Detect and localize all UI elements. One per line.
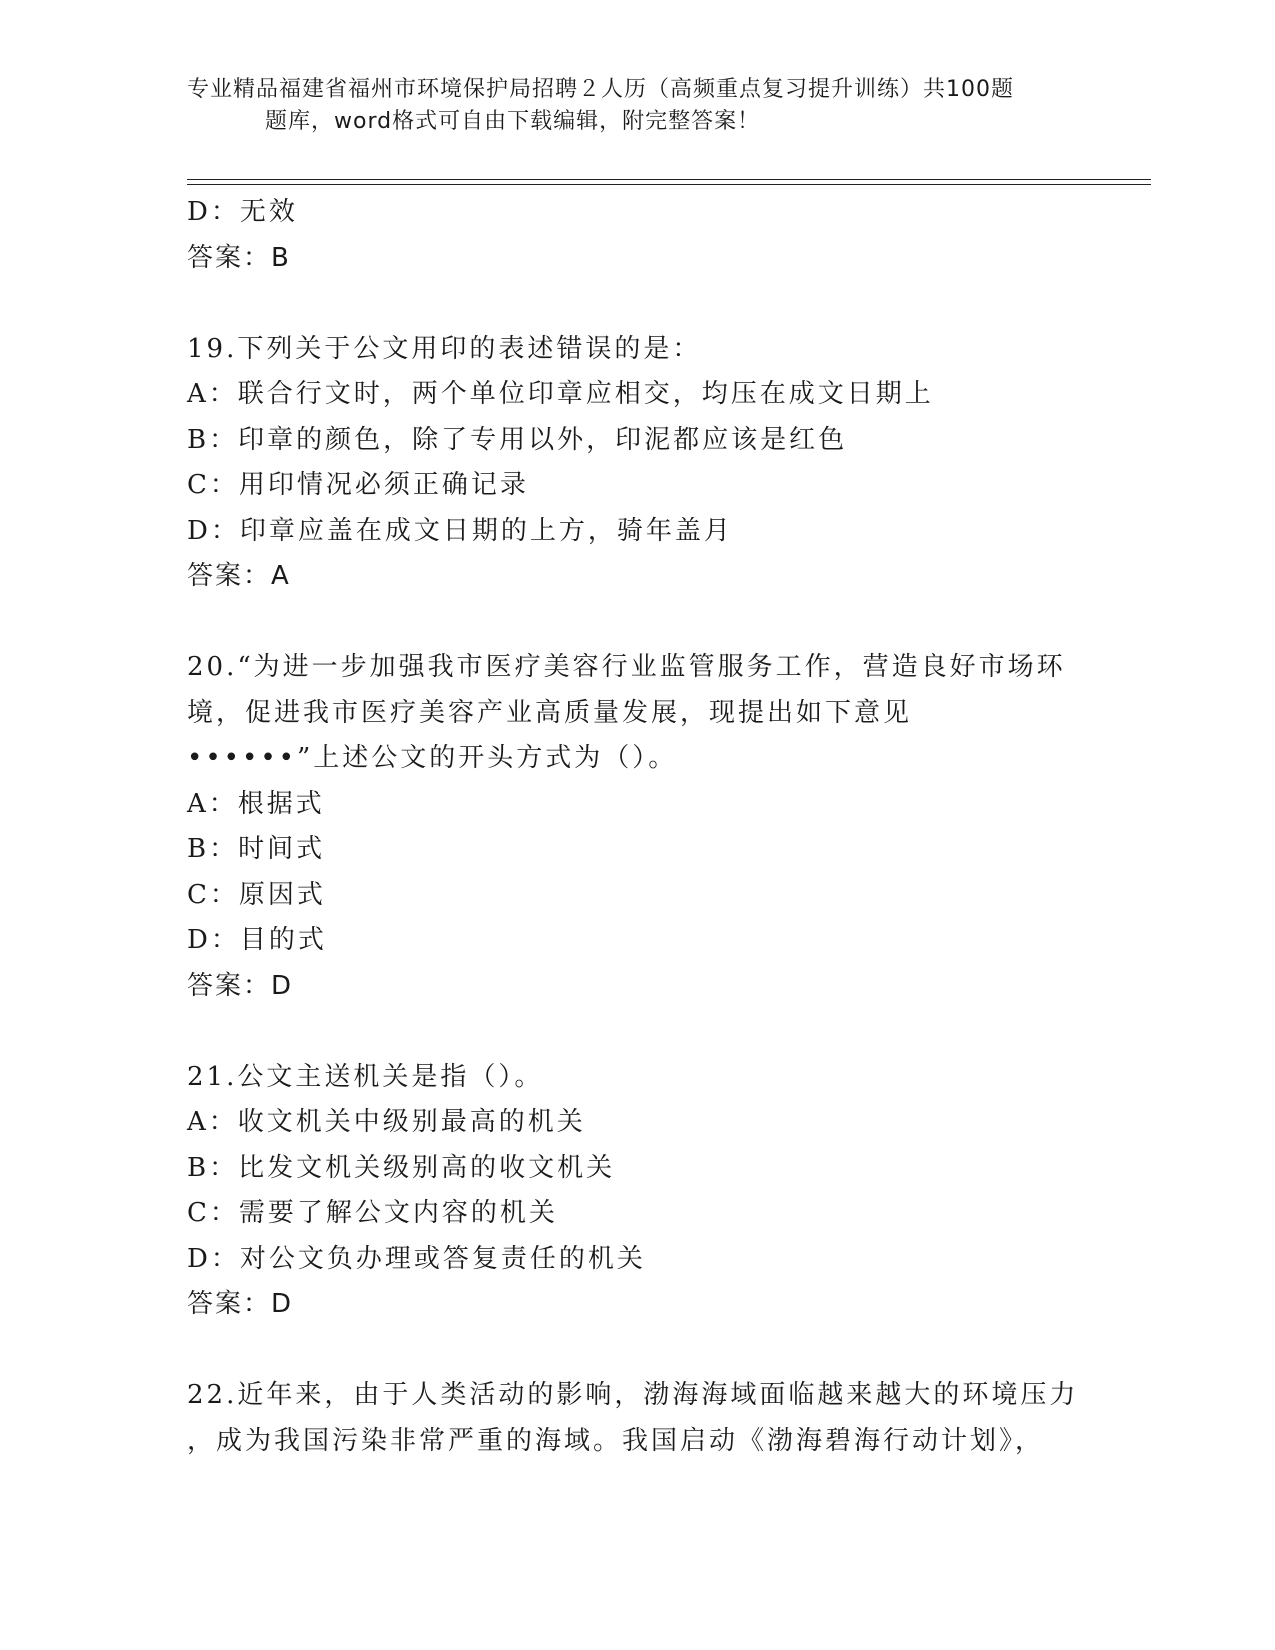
option-c: C：原因式	[187, 879, 326, 910]
question-19	[187, 327, 1107, 600]
answer: 答案：D	[187, 970, 294, 1001]
question-stem-line1: 20.“为进一步加强我市医疗美容行业监管服务工作，营造良好市场环	[187, 652, 1066, 682]
spacer	[187, 600, 1107, 646]
answer: 答案：B	[187, 242, 291, 273]
option-c: C：用印情况必须正确记录	[187, 470, 529, 500]
header-divider-top	[187, 179, 1151, 180]
option-a: A：收文机关中级别最高的机关	[187, 1107, 586, 1137]
question-20	[187, 645, 1107, 1009]
option-d: D：印章应盖在成文日期的上方，骑年盖月	[187, 515, 733, 546]
option-d: D：目的式	[187, 925, 327, 955]
header-title-line1: 专业精品福建省福州市环境保护局招聘２人历（高频重点复习提升训练）共100题	[187, 77, 1014, 102]
option-a: A：根据式	[187, 788, 325, 819]
option-b: B：印章的颜色，除了专用以外，印泥都应该是红色	[187, 424, 848, 455]
answer: 答案：A	[187, 561, 291, 591]
question-stem-line3: ••••••”上述公文的开头方式为（）。	[187, 743, 678, 773]
document-body	[187, 190, 1107, 1464]
spacer	[187, 281, 1107, 327]
answer: 答案：D	[187, 1289, 294, 1319]
header-divider-bottom	[187, 184, 1151, 185]
question-stem: 19.下列关于公文用印的表述错误的是：	[187, 333, 702, 364]
option-d: D：对公文负办理或答复责任的机关	[187, 1243, 646, 1274]
question-stem-line2: 境，促进我市医疗美容产业高质量发展，现提出如下意见	[187, 697, 913, 728]
option-b: B：时间式	[187, 834, 326, 864]
question-stem: 21.公文主送机关是指（）。	[187, 1061, 544, 1092]
header-title-line2: 题库，word格式可自由下载编辑，附完整答案！	[265, 109, 761, 134]
question-21	[187, 1055, 1107, 1328]
question-22	[187, 1373, 1107, 1464]
question-stem-line2: ，成为我国污染非常严重的海域。我国启动《渤海碧海行动计划》，	[187, 1425, 1045, 1456]
document-header	[187, 74, 1087, 138]
option-d: D：无效	[187, 197, 298, 227]
spacer	[187, 1009, 1107, 1055]
option-a: A：联合行文时，两个单位印章应相交，均压在成文日期上	[187, 379, 934, 409]
question-stem-line1: 22.近年来，由于人类活动的影响，渤海海域面临越来越大的环境压力	[187, 1380, 1079, 1410]
option-b: B：比发文机关级别高的收文机关	[187, 1152, 616, 1183]
option-c: C：需要了解公文内容的机关	[187, 1198, 558, 1228]
spacer	[187, 1328, 1107, 1374]
